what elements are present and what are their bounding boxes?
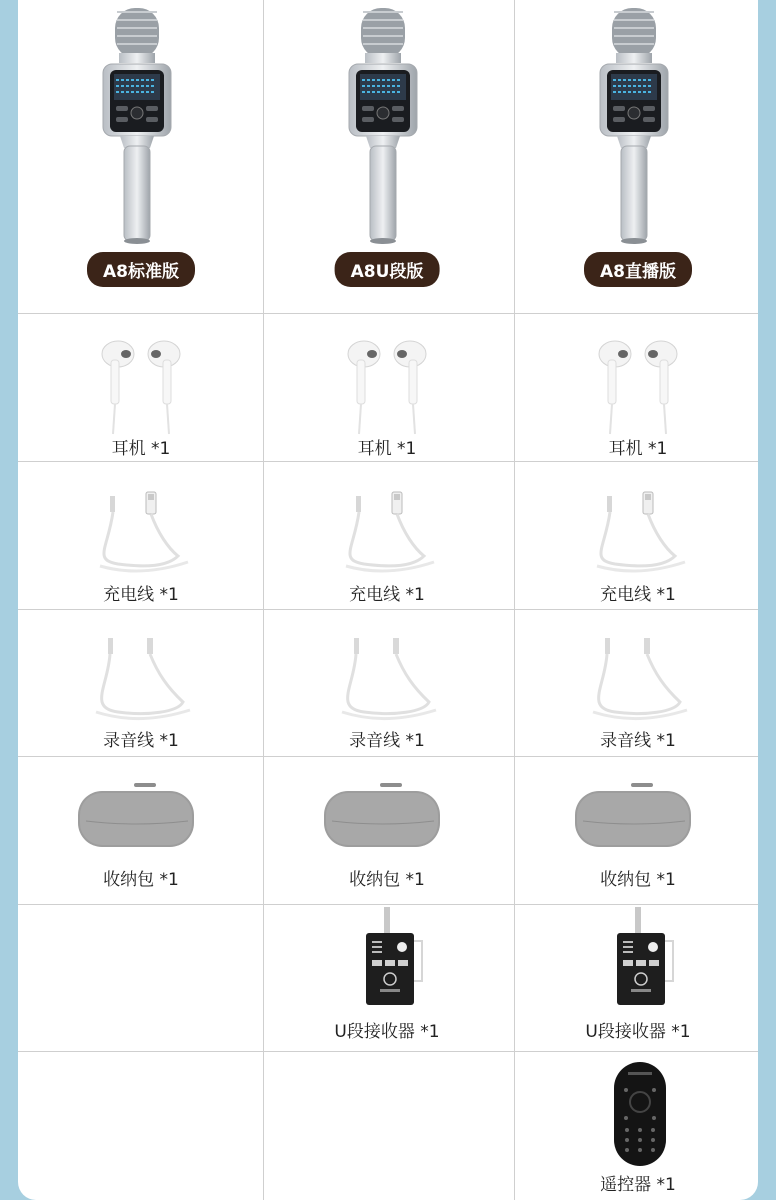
accessory-label: 收纳包 *1 [103,870,179,890]
accessory-cell [264,757,510,904]
recording-cable-icon [18,626,264,726]
storage-bag-icon [515,775,761,855]
model-header-cell [264,0,510,312]
accessory-cell [515,462,761,609]
accessory-cell [515,757,761,904]
recording-cable-icon [264,626,510,726]
accessory-label: 耳机 *1 [608,439,668,459]
charging-cable-icon [264,478,510,578]
earphones-icon [18,322,264,442]
accessory-cell [18,462,264,609]
accessory-label: 遥控器 *1 [600,1175,676,1195]
model-header-cell [515,0,761,312]
accessory-cell [515,905,761,1051]
accessory-cell [515,610,761,756]
accessory-cell [264,314,510,461]
microphone-icon [264,0,510,250]
charging-cable-icon [515,478,761,578]
accessory-label: 录音线 *1 [600,731,676,751]
accessory-label: 耳机 *1 [111,439,171,459]
accessory-label: 耳机 *1 [357,439,417,459]
earphones-icon [515,322,761,442]
accessory-cell [18,314,264,461]
accessory-label: 充电线 *1 [349,585,425,605]
charging-cable-icon [18,478,264,578]
accessory-label: 充电线 *1 [600,585,676,605]
model-label: A8U段版 [335,252,440,287]
accessory-cell [18,757,264,904]
comparison-card [18,0,758,1200]
accessory-cell [515,314,761,461]
accessory-label: U段接收器 *1 [585,1022,691,1042]
accessory-cell [264,610,510,756]
model-header-cell [18,0,264,312]
accessory-label: 充电线 *1 [103,585,179,605]
accessory-label: 录音线 *1 [103,731,179,751]
accessory-label: 收纳包 *1 [349,870,425,890]
accessory-cell [515,1052,761,1200]
accessory-cell [264,905,510,1051]
u-band-receiver-icon [515,905,761,1015]
recording-cable-icon [515,626,761,726]
storage-bag-icon [264,775,510,855]
accessory-label: 收纳包 *1 [600,870,676,890]
model-label: A8标准版 [87,252,195,287]
microphone-icon [18,0,264,250]
accessory-cell [18,610,264,756]
remote-control-icon [515,1060,761,1170]
earphones-icon [264,322,510,442]
model-label: A8直播版 [584,252,692,287]
storage-bag-icon [18,775,264,855]
accessory-label: 录音线 *1 [349,731,425,751]
accessory-cell [264,462,510,609]
u-band-receiver-icon [264,905,510,1015]
microphone-icon [515,0,761,250]
accessory-label: U段接收器 *1 [334,1022,440,1042]
